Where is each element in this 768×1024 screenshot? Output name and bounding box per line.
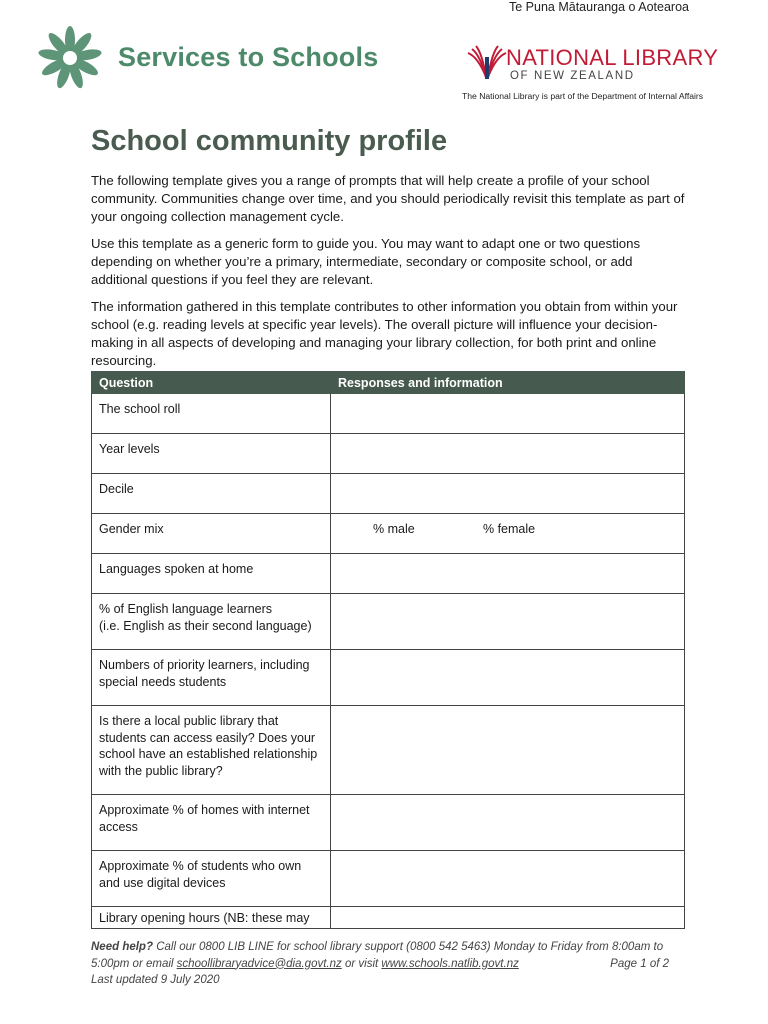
intro-paragraph-2: Use this template as a generic form to guide you. You may want to adapt one or two questions depending on whether you’re a primary, intermediate, secondary or composite school, or add additional questions if you feel they are relevant. (91, 236, 641, 287)
services-to-schools-logo-icon (36, 24, 104, 92)
response-cell[interactable] (331, 594, 685, 650)
response-cell[interactable] (331, 554, 685, 594)
table-row (92, 851, 685, 907)
page-header (0, 0, 768, 110)
response-cell[interactable] (331, 851, 685, 907)
page-number: Page 1 of 2 (610, 957, 669, 970)
last-updated: Last updated 9 July 2020 (91, 974, 220, 986)
page-title: School community profile (91, 125, 448, 157)
response-cell[interactable] (331, 795, 685, 851)
natlib-maori-name: Te Puna Mātauranga o Aotearoa (509, 0, 689, 14)
intro-section (91, 125, 685, 379)
question-cell: Decile (92, 474, 331, 514)
response-cell[interactable] (331, 394, 685, 434)
responses-column-header: Responses and information (331, 372, 685, 394)
intro-paragraph-1: The following template gives you a range of prompts that will help create a profile of your school community. Communities change over time, and you should periodically revisit this template as part of your ongoing collection management cycle. (91, 173, 685, 224)
gender-female-label: % female (483, 522, 536, 536)
intro-paragraph-3: The information gathered in this template contributes to other information you obtain from within your school (e.g. reading levels at specific year levels). The overall picture will influence your decision-making in all aspects of developing and managing your library collection, for both print and online resourcing. (91, 299, 678, 368)
natlib-department-note: The National Library is part of the Department of Internal Affairs (462, 91, 704, 101)
table-row (92, 474, 685, 514)
footer-line-2a: 5:00pm or email (91, 957, 174, 970)
response-cell[interactable] (331, 650, 685, 706)
national-library-logo (462, 32, 732, 104)
brand-title: Services to Schools (118, 42, 379, 72)
question-cell: Approximate % of homes with internet access (92, 795, 331, 851)
table-row (92, 394, 685, 434)
gender-male-label: % male (373, 522, 415, 536)
response-cell[interactable] (331, 907, 685, 929)
question-cell: Is there a local public library that students can access easily? Does your school have an established relationship with the public library? (92, 706, 331, 795)
natlib-book-icon (464, 43, 510, 83)
question-column-header: Question (92, 372, 331, 394)
table-row (92, 434, 685, 474)
question-cell: Numbers of priority learners, including special needs students (92, 650, 331, 706)
response-cell[interactable] (331, 474, 685, 514)
question-cell: Languages spoken at home (92, 554, 331, 594)
natlib-name: NATIONAL LIBRARY (506, 45, 719, 70)
natlib-subtitle: OF NEW ZEALAND (510, 70, 635, 82)
response-cell[interactable] (331, 434, 685, 474)
response-cell[interactable] (331, 514, 685, 554)
profile-table (91, 371, 685, 929)
question-cell: % of English language learners (i.e. English as their second language) (92, 594, 331, 650)
email-link[interactable]: schoollibraryadvice@dia.govt.nz (176, 957, 342, 970)
need-help-label: Need help? (91, 941, 153, 953)
table-row (92, 795, 685, 851)
table-row (92, 650, 685, 706)
footer-line-1: Call our 0800 LIB LINE for school library support (0800 542 5463) Monday to Friday from 8:00am to (156, 941, 664, 953)
table-row (92, 594, 685, 650)
website-link[interactable]: www.schools.natlib.govt.nz (381, 957, 519, 970)
page-footer (91, 939, 671, 989)
question-cell: Library opening hours (NB: these may (92, 907, 331, 929)
table-header-row (92, 372, 685, 394)
question-cell: The school roll (92, 394, 331, 434)
response-cell[interactable] (331, 706, 685, 795)
table-row (92, 706, 685, 795)
question-cell: Gender mix (92, 514, 331, 554)
table-row (92, 907, 685, 929)
table-row (92, 554, 685, 594)
footer-line-2b: or visit (344, 957, 379, 970)
question-cell: Approximate % of students who own and use digital devices (92, 851, 331, 907)
question-cell: Year levels (92, 434, 331, 474)
table-row (92, 514, 685, 554)
